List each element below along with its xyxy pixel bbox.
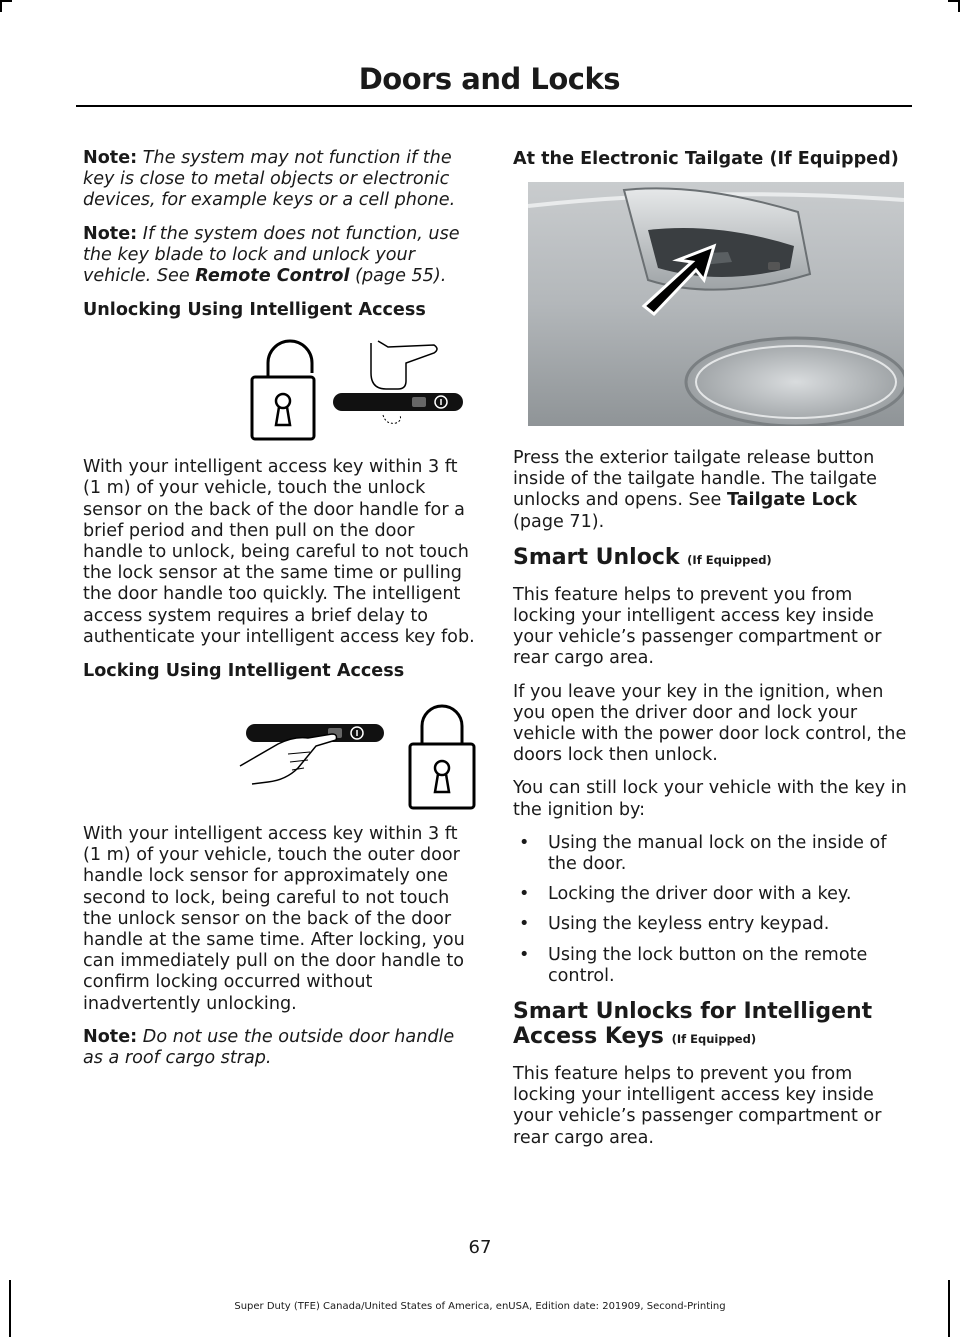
cross-reference-link[interactable]: Tailgate Lock [726, 490, 857, 511]
body-paragraph: If you leave your key in the ignition, when you open the driver door and lock your vehicle with the power door lock control, the doors lock then unlock. [513, 681, 907, 766]
list-item-text: Using the keyless entry keypad. [548, 914, 830, 935]
unlock-handle-icon [238, 333, 478, 445]
note-text: The system may not function if the key is close to metal objects or electronic devices, for example keys or a cell phone. [83, 148, 456, 211]
section-heading-tailgate: At the Electronic Tailgate (If Equipped) [513, 149, 899, 169]
page-footer: Super Duty (TFE) Canada/United States of America, enUSA, Edition date: 201909, Second-Printing [234, 1301, 726, 1312]
crop-mark [0, 0, 12, 2]
list-item: • Locking the driver door with a key. [519, 884, 852, 905]
body-paragraph [513, 448, 908, 533]
section-heading-smart-unlocks-ia [513, 999, 908, 1052]
list-item: • Using the keyless entry keypad. [519, 914, 830, 935]
body-paragraph: With your intelligent access key within 3 ft (1 m) of your vehicle, touch the outer door handle lock sensor for approximately one second to lock, being careful to not touch the unlock sensor on the back of the door handle at the same time. After locking, you can immediately pull on the door handle to confirm locking occurred without inadvertently unlocking. [83, 824, 465, 1014]
equipment-tag: (If Equipped) [687, 552, 772, 567]
equipment-tag: (If Equipped) [671, 1032, 757, 1047]
body-paragraph: With your intelligent access key within 3 ft (1 m) of your vehicle, touch the unlock sensor on the back of the door handle for a brief period and then pull on the door handle to unlock, being careful to not touch the lock sensor at the same time or pulling the door handle too quickly. The intelligent access system requires a brief delay to authenticate your intelligent access key fob. [83, 457, 475, 647]
left-column [83, 148, 478, 1081]
body-paragraph: This feature helps to prevent you from locking your intelligent access key inside your vehicle’s passenger compartment or rear cargo area. [513, 1064, 882, 1148]
page-header-title: Doors and Locks [358, 62, 620, 96]
list-item-text: Locking the driver door with a key. [548, 884, 852, 905]
body-text: Press the exterior tailgate release button inside of the tailgate handle. The tailgate unlocks and opens. See [513, 448, 878, 511]
page-reference: (page 71). [513, 511, 605, 532]
note-text: If the system does not function, use the key blade to lock and unlock your vehicle. See [83, 223, 460, 287]
section-heading-smart-unlock [513, 545, 908, 573]
heading-text: Smart Unlocks for Intelligent Access Keys [513, 999, 873, 1050]
list-item: • Using the manual lock on the inside of the door. [519, 832, 887, 875]
list-item: • Using the lock button on the remote control. [519, 944, 868, 986]
note-label: Note: [83, 1026, 138, 1047]
tailgate-handle-image [528, 182, 904, 426]
note-label: Note: [83, 148, 138, 168]
right-column [513, 148, 908, 1161]
note-paragraph [83, 1027, 478, 1069]
header-divider [76, 105, 912, 107]
list-item-text: Using the lock button on the remote control. [548, 944, 868, 986]
cross-reference-link[interactable]: Remote Control [195, 266, 350, 287]
section-heading-locking: Locking Using Intelligent Access [83, 661, 405, 682]
tailgate-photo [528, 182, 908, 426]
body-paragraph: This feature helps to prevent you from locking your intelligent access key inside your vehicle’s passenger compartment or rear cargo area. [513, 584, 882, 669]
bullet-list [513, 833, 908, 987]
note-label: Note: [83, 223, 138, 244]
unlock-illustration [83, 333, 478, 445]
list-item-text: Using the manual lock on the inside of the door. [548, 832, 887, 875]
note-paragraph [83, 224, 478, 288]
note-text: Do not use the outside door handle as a roof cargo strap. [83, 1026, 455, 1069]
page-reference: (page 55). [355, 266, 447, 287]
lock-illustration [83, 694, 478, 812]
section-heading-unlocking: Unlocking Using Intelligent Access [83, 300, 426, 321]
heading-text: Smart Unlock [513, 544, 680, 570]
body-paragraph: You can still lock your vehicle with the key in the ignition by: [513, 778, 907, 820]
page-number: 67 [468, 1237, 492, 1258]
lock-handle-icon [238, 694, 478, 812]
note-paragraph [83, 148, 478, 212]
